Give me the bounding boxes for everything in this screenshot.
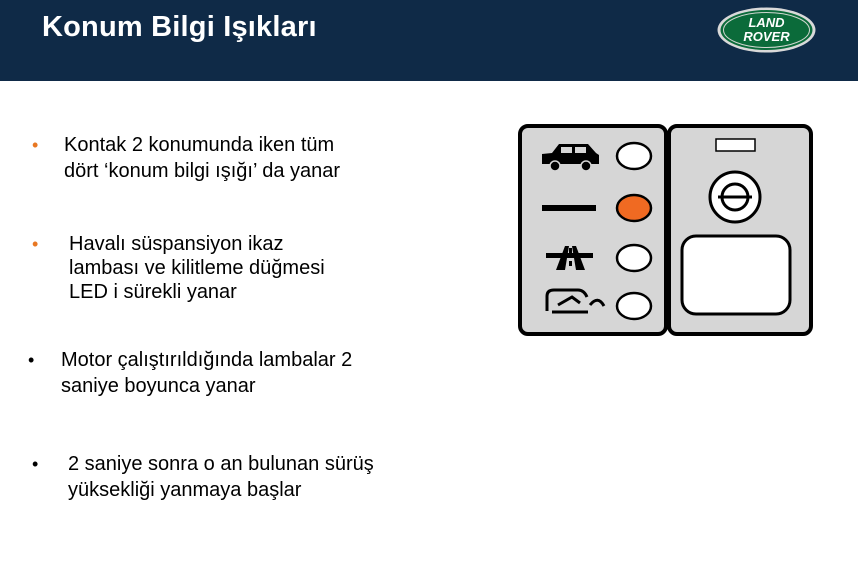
bullet-line: saniye boyunca yanar [61,375,256,397]
logo-line2: ROVER [743,29,790,44]
bullet-marker: • [28,350,35,370]
bullet-line: yüksekliği yanmaya başlar [68,479,302,501]
bullet-item [32,232,432,307]
bullet-line: 2 saniye sonra o an bulunan sürüş [68,453,374,475]
indicator-light [617,195,651,221]
indicator-light [617,143,651,169]
bullet-line: Motor çalıştırıldığında lambalar 2 [61,349,353,371]
bullet-line: Havalı süspansiyon ikaz [69,233,284,255]
height-switch-icon[interactable] [710,172,760,222]
land-rover-logo [716,6,817,54]
bullet-line: Kontak 2 konumunda iken tüm [64,134,335,156]
bullet-marker: • [32,135,39,155]
status-slot [716,139,755,151]
indicator-light [617,245,651,271]
bullet-marker: • [32,234,39,254]
bullet-marker: • [32,454,39,474]
bullet-item [28,348,448,398]
blank-button-icon[interactable] [682,236,790,314]
bullet-line: lambası ve kilitleme düğmesi [69,257,325,279]
bullet-item [32,452,452,502]
bullet-item [32,133,432,183]
page-title: Konum Bilgi Işıkları [42,11,317,43]
logo-line1: LAND [748,15,785,30]
standard-height-bar-icon [542,205,596,211]
height-control-panel [518,123,814,337]
indicator-light [617,293,651,319]
bullet-line: LED i sürekli yanar [69,281,237,303]
header-bar [0,0,858,81]
bullet-line: dört ‘konum bilgi ışığı’ da yanar [64,160,341,182]
